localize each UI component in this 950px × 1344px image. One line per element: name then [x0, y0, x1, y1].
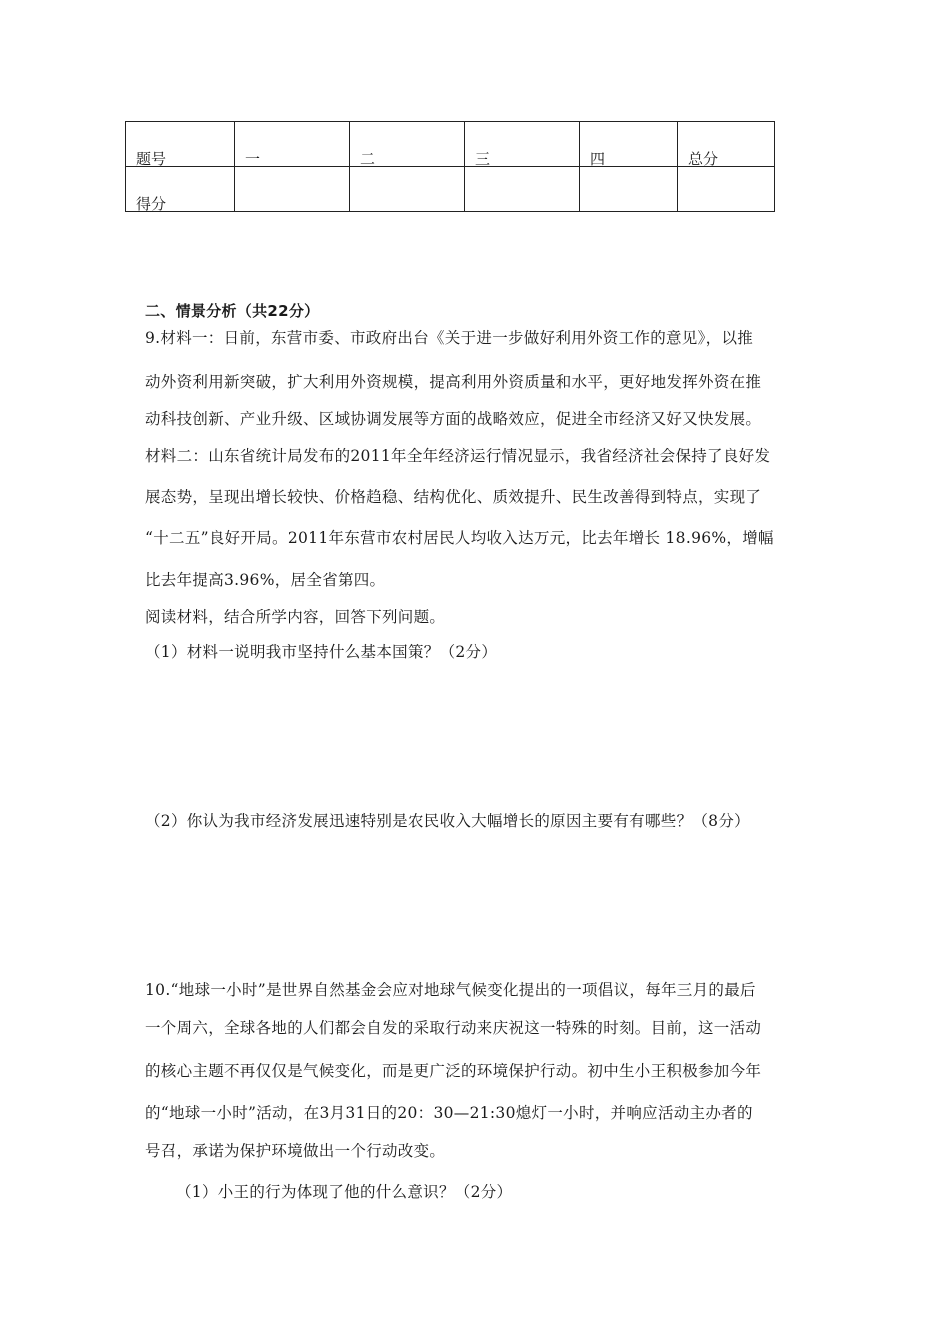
header-cell-part-2: 二: [350, 122, 465, 167]
q9-line: 9.材料一：日前，东营市委、市政府出台《关于进一步做好利用外资工作的意见》，以推: [145, 329, 754, 347]
q10-line: 10.“地球一小时”是世界自然基金会应对地球气候变化提出的一项倡议，每年三月的最后: [145, 981, 756, 999]
q9-line: “十二五”良好开局。2011年东营市农村居民人均收入达万元，比去年增长 18.96%，增幅: [145, 529, 774, 547]
header-cell-question-number: 题号: [126, 122, 235, 167]
score-cell: [678, 167, 775, 212]
header-cell-part-1: 一: [235, 122, 350, 167]
score-cell: [235, 167, 350, 212]
section-title: 二、情景分析（共22分）: [145, 302, 320, 320]
header-cell-part-3: 三: [465, 122, 580, 167]
score-table: [125, 121, 775, 212]
q9-sub2: （2）你认为我市经济发展迅速特别是农民收入大幅增长的原因主要有有哪些？（8分）: [145, 812, 750, 830]
q10-line: 号召，承诺为保护环境做出一个行动改变。: [145, 1142, 446, 1160]
q10-line: 一个周六，全球各地的人们都会自发的采取行动来庆祝这一特殊的时刻。目前，这一活动: [145, 1019, 762, 1037]
q9-line: 材料二：山东省统计局发布的2011年全年经济运行情况显示，我省经济社会保持了良好发: [145, 447, 771, 465]
score-cell: [580, 167, 678, 212]
q9-line: 动科技创新、产业升级、区域协调发展等方面的战略效应，促进全市经济又好又快发展。: [145, 410, 762, 428]
header-cell-part-4: 四: [580, 122, 678, 167]
score-table-score-row: [126, 167, 775, 212]
score-cell: [465, 167, 580, 212]
header-cell-total: 总分: [678, 122, 775, 167]
q9-sub1: （1）材料一说明我市坚持什么基本国策？（2分）: [145, 643, 498, 661]
q9-line: 动外资利用新突破，扩大利用外资规模，提高利用外资质量和水平，更好地发挥外资在推: [145, 373, 762, 391]
q9-line: 展态势，呈现出增长较快、价格趋稳、结构优化、质效提升、民生改善得到特点，实现了: [145, 488, 762, 506]
q10-line: 的核心主题不再仅仅是气候变化，而是更广泛的环境保护行动。初中生小王积极参加今年: [145, 1062, 762, 1080]
score-cell: [350, 167, 465, 212]
q10-sub1: （1）小王的行为体现了他的什么意识？（2分）: [176, 1183, 513, 1201]
q9-line: 阅读材料，结合所学内容，回答下列问题。: [145, 608, 446, 626]
q10-line: 的“地球一小时”活动，在3月31日的20：30—21:30熄灯一小时，并响应活动主办者的: [145, 1104, 753, 1122]
row-label-score: 得分: [126, 167, 235, 212]
score-table-header-row: [126, 122, 775, 167]
q9-line: 比去年提高3.96%，居全省第四。: [145, 571, 386, 589]
